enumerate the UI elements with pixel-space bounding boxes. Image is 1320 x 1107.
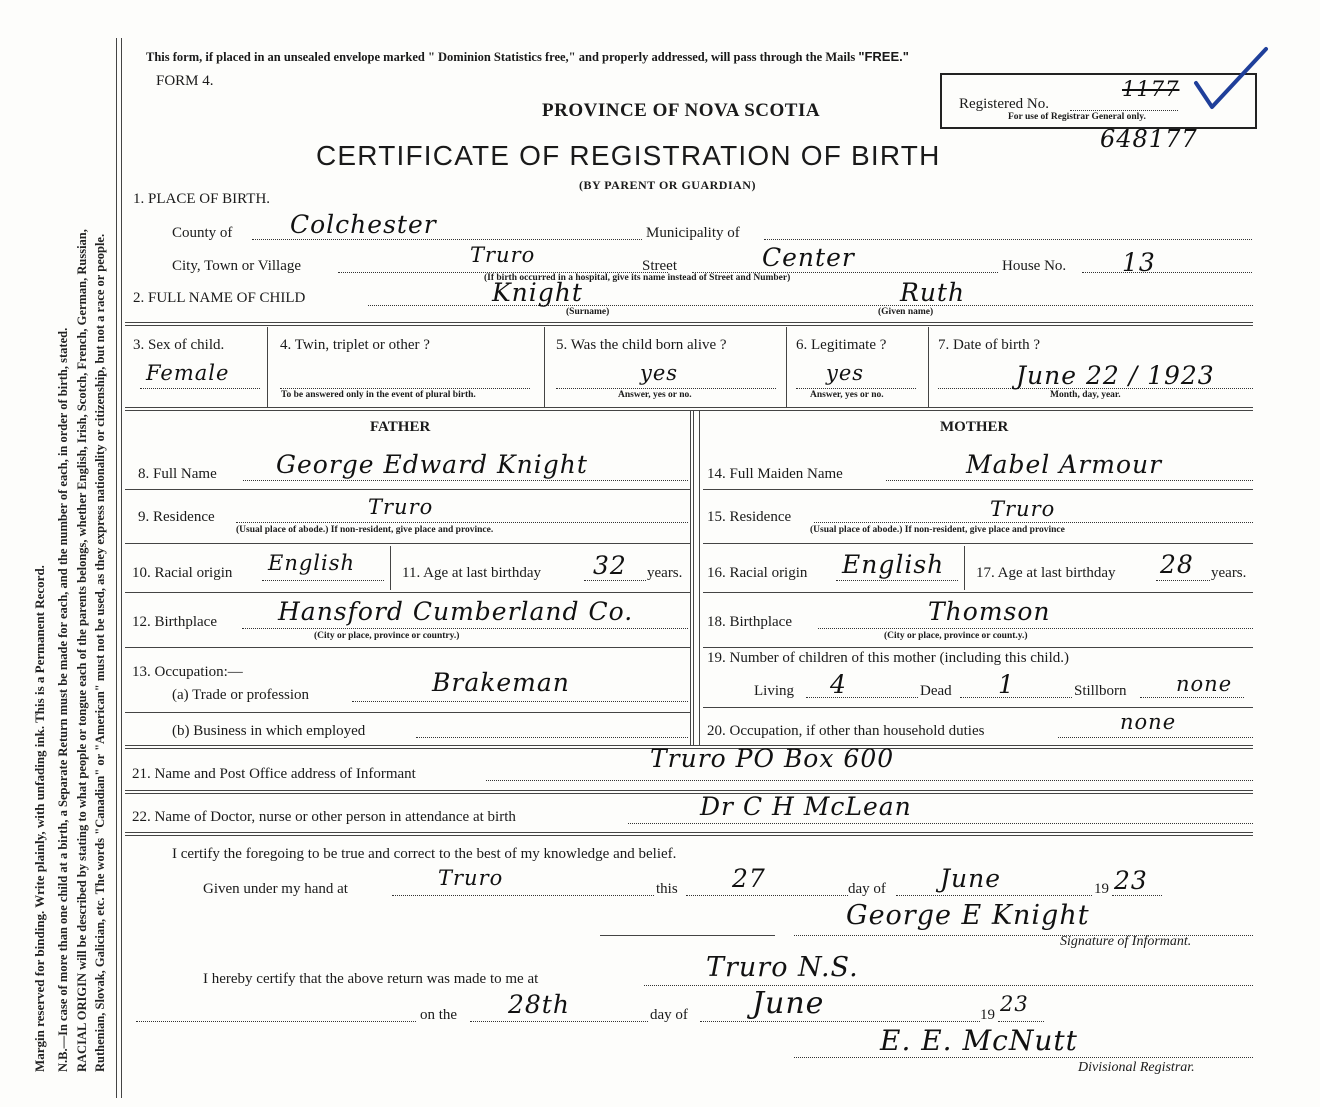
registered-dots [1070,110,1178,111]
doctor-value: Dr C H McLean [700,792,912,821]
mother-race-line [836,580,958,581]
doctor-line [628,823,1253,824]
rule-m1 [703,489,1253,490]
father-birthplace-label: 12. Birthplace [132,614,217,630]
place-of-birth-heading: 1. PLACE OF BIRTH. [133,191,271,207]
registered-value: 1177 [1122,77,1180,101]
dob-note: Month, day, year. [1050,390,1121,400]
county-label: County of [172,225,233,241]
father-birthplace-value: Hansford Cumberland Co. [278,597,634,626]
rule-v2 [544,327,545,407]
father-race-value: English [268,551,356,575]
registrar-year-line [998,1021,1044,1022]
mother-occupation-line [1058,737,1253,738]
mother-living-line [806,697,918,698]
registrar-year-prefix: 19 [980,1007,995,1023]
dob-value: June 22 / 1923 [1016,361,1215,390]
mother-residence-label: 15. Residence [707,509,792,525]
cert-day-of-label: day of [848,881,886,897]
father-race-label: 10. Racial origin [132,565,233,581]
child-surname: Knight [492,278,583,307]
rule-m4 [703,647,1253,648]
informant-line [486,780,1253,781]
father-age-label: 11. Age at last birthday [402,565,541,581]
father-residence-value: Truro [368,495,434,519]
legitimate-label: 6. Legitimate ? [796,337,887,353]
mother-occupation-label: 20. Occupation, if other than household duties [707,723,985,739]
rule-v4 [928,327,929,407]
rule-f-race [390,546,391,590]
surname-caption: (Surname) [566,307,610,317]
this-label: this [656,881,678,897]
rule-center-divider-2 [699,410,700,746]
father-age-value: 32 [593,551,627,580]
father-name-line [243,480,688,481]
father-years-label: years. [647,565,683,581]
informant-value: Truro PO Box 600 [650,744,895,773]
mail-notice-text: This form, if placed in an unsealed envelope marked " Dominion Statistics free," and properly addressed, will pass through the Mails [146,50,859,64]
rule-f4 [125,647,690,648]
cert-month-value: June [940,864,1002,893]
legitimate-note: Answer, yes or no. [810,390,884,400]
certificate-subtitle: (BY PARENT OR GUARDIAN) [579,178,756,192]
alive-value: yes [640,361,679,385]
doctor-label: 22. Name of Doctor, nurse or other person in attendance at birth [132,809,516,825]
child-given-name: Ruth [900,278,966,307]
street-value: Center [762,243,855,272]
rule-m5 [703,707,1253,708]
father-residence-note-b: If non-resident, give place and province. [330,525,494,535]
house-label: House No. [1002,258,1067,274]
margin-rule [116,38,117,1098]
cert-year-value: 23 [1114,866,1148,895]
registrar-statement: I hereby certify that the above return was made to me at [203,971,539,987]
rule-m-race [964,546,965,590]
mother-birthplace-note: (City or place, province or count.y.) [884,631,1028,641]
registered-label: Registered No. [959,96,1049,112]
mother-living-value: 4 [830,670,847,699]
mother-residence-value: Truro [990,497,1056,521]
informant-label: 21. Name and Post Office address of Informant [132,766,416,782]
mother-race-value: English [842,550,945,579]
rule-f3 [125,592,690,593]
rule-f1 [125,489,690,490]
registrar-note: For use of Registrar General only. [1008,112,1146,122]
rule-top-row3 [125,322,1253,326]
father-residence-note-a: (Usual place of abode.) [236,525,329,535]
mother-birthplace-line [818,628,1253,629]
given-name-caption: (Given name) [878,307,934,317]
registrar-day-line [470,1021,648,1022]
sex-line [140,388,260,389]
mother-dead-label: Dead [920,683,952,699]
mother-name-label: 14. Full Maiden Name [707,466,843,482]
mother-occupation-value: none [1120,710,1177,734]
rule-m2 [703,543,1253,544]
mail-free-text: "FREE." [858,49,909,64]
sex-value: Female [146,361,230,385]
municipality-line [764,239,1252,240]
house-value: 13 [1122,248,1156,277]
signature-short-rule [600,935,775,936]
father-occupation-label: 13. Occupation:— [132,664,243,680]
margin-note-racial-origin-cont: Ruthenian, Slovak, Galician, etc. The words "Canadian" or "American" must not be used, as they express nationality or citizenship, but not a race or people. [93,233,107,1072]
cert-year-line [1112,895,1162,896]
rule-m3 [703,592,1253,593]
mail-notice [146,49,909,65]
twin-note: To be answered only in the event of plural birth. [281,390,476,400]
hospital-note: (If birth occurred in a hospital, give its name instead of Street and Number) [484,273,791,283]
father-birthplace-note: (City or place, province or country.) [314,631,460,641]
father-business-label: (b) Business in which employed [172,723,366,739]
mother-stillborn-line [1140,697,1244,698]
father-business-line [416,737,688,738]
signature-informant-label: Signature of Informant. [1060,934,1192,949]
registrar-year-value: 23 [1000,992,1029,1016]
rule-row-parents [125,407,1253,411]
on-the-label: on the [420,1007,458,1023]
legitimate-value: yes [826,361,865,385]
check-mark-icon [1190,45,1270,120]
mother-name-value: Mabel Armour [966,450,1163,479]
mother-birthplace-label: 18. Birthplace [707,614,792,630]
mother-residence-note-a: (Usual place of abode.) [810,525,903,535]
registrar-month-value: June [752,986,825,1021]
margin-rule-inner [121,38,122,1098]
registrar-place-value: Truro N.S. [706,952,859,983]
mother-living-label: Living [754,683,794,699]
rule-v1 [267,327,268,407]
alive-label: 5. Was the child born alive ? [556,337,727,353]
mother-race-label: 16. Racial origin [707,565,808,581]
rule-center-divider [690,410,694,746]
mother-stillborn-label: Stillborn [1074,683,1127,699]
sex-label: 3. Sex of child. [133,337,225,353]
mother-residence-line [814,522,1253,523]
mother-age-value: 28 [1160,550,1194,579]
rule-doctor [125,832,1253,836]
divisional-registrar-label: Divisional Registrar. [1078,1060,1195,1075]
dob-label: 7. Date of birth ? [938,337,1041,353]
county-value: Colchester [290,210,437,239]
rule-f5 [125,712,690,713]
mother-residence-note-b: If non-resident, give place and province [904,525,1065,535]
street-label: Street [642,258,677,274]
father-residence-note [236,525,493,535]
registrar-signature: E. E. McNutt [880,1024,1078,1057]
city-label: City, Town or Village [172,258,302,274]
registrar-day-value: 28th [508,990,570,1019]
province-heading: PROVINCE OF NOVA SCOTIA [542,100,821,121]
legitimate-line [796,388,916,389]
registrar-signature-line [794,1057,1253,1058]
certificate-title: CERTIFICATE OF REGISTRATION OF BIRTH [316,140,941,171]
mother-dead-line [960,697,1072,698]
given-place-line [392,895,654,896]
rule-f2 [125,543,690,544]
child-name-label: 2. FULL NAME OF CHILD [133,290,306,306]
father-trade-label: (a) Trade or profession [172,687,310,703]
mother-residence-note [810,525,1065,535]
father-trade-line [352,701,688,702]
informant-signature: George E Knight [846,900,1090,931]
margin-note-binding: Margin reserved for binding. Write plainly, with unfading ink. This is a Permanent Record. [32,565,47,1072]
father-residence-label: 9. Residence [138,509,215,525]
father-race-line [262,580,384,581]
twin-line [280,388,530,389]
city-value: Truro [470,243,536,267]
alive-line [556,388,776,389]
father-heading: FATHER [370,419,431,435]
twin-label: 4. Twin, triplet or other ? [280,337,430,353]
given-under-label: Given under my hand at [203,881,348,897]
father-birthplace-line [242,628,688,629]
mother-age-label: 17. Age at last birthday [976,565,1116,581]
mother-children-label: 19. Number of children of this mother (including this child.) [707,650,1070,666]
mother-heading: MOTHER [940,419,1009,435]
certify-statement: I certify the foregoing to be true and correct to the best of my knowledge and belief. [172,846,677,862]
mother-years-label: years. [1211,565,1247,581]
cert-month-line [896,895,1092,896]
mother-stillborn-value: none [1176,672,1233,696]
father-trade-value: Brakeman [432,668,570,697]
mother-age-line [1156,580,1210,581]
rule-informant [125,790,1253,794]
cert-year-prefix: 19 [1094,881,1109,897]
municipality-label: Municipality of [646,225,740,241]
registrar-lead-line [136,1021,416,1022]
margin-note-racial-origin: RACIAL ORIGIN will be described by stating to what people or tongue each of the parents belongs, whether English, Irish, Scotch, French, German, Russian, [75,229,89,1072]
handwritten-number: 648177 [1100,125,1198,153]
cert-day-value: 27 [732,864,766,893]
county-line [252,239,642,240]
form-number: FORM 4. [156,73,214,89]
rule-v3 [786,327,787,407]
father-name-value: George Edward Knight [276,450,588,479]
given-place-value: Truro [438,866,504,890]
registrar-day-of-label: day of [650,1007,688,1023]
father-age-line [584,580,646,581]
father-name-label: 8. Full Name [138,466,217,482]
margin-note-multiple-births: N.B.—In case of more than one child at a birth, a Separate Return must be made for each, and the number of each, in order of birth, stated. [56,327,70,1072]
house-line [1082,272,1252,273]
mother-birthplace-value: Thomson [928,597,1051,626]
father-residence-line [236,522,688,523]
registrar-place-line [644,985,1253,986]
alive-note: Answer, yes or no. [618,390,692,400]
mother-dead-value: 1 [998,670,1015,699]
cert-day-line [686,895,848,896]
mother-name-line [886,480,1253,481]
registrar-month-line [700,1021,980,1022]
